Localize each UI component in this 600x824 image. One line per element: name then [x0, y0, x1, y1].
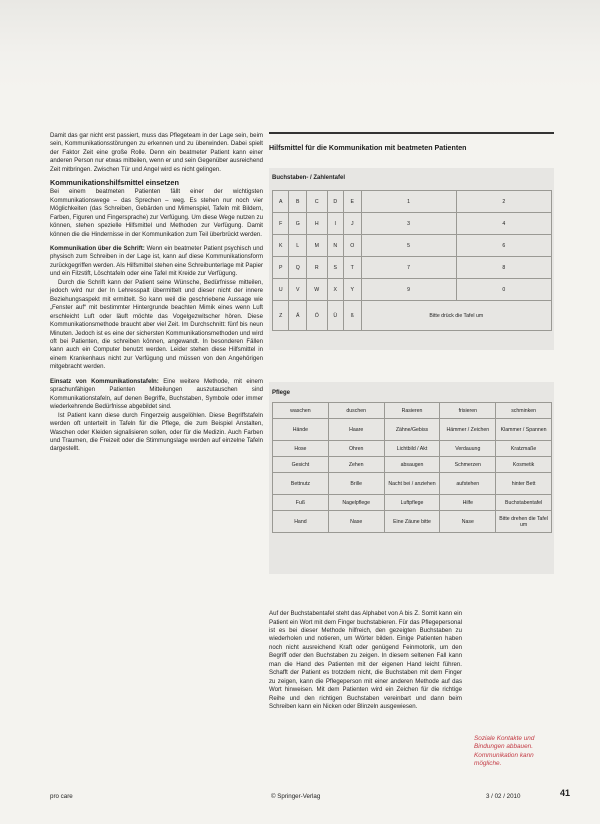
- page-number: 41: [560, 788, 571, 798]
- care-cell: Hämmer / Zeichen: [440, 419, 496, 441]
- body-paragraph: Damit das gar nicht erst passiert, muss das Pflegeteam in der Lage sein, beim sein, Kommunikationsstörungen zu erkennen und zu überwinden. Dabei spielt der Faktor Zeit eine große Rolle. Denn ein beatmeter Patient kann einer anderen Person nur etwas mitteilen, wenn er und sein Gegenüber ausreichend Zeit mitbringen. Zwischen Tür und Angel wird es nicht gelingen.: [50, 132, 263, 173]
- pull-quote: Soziale Kontakte und Bindungen abbauen. Kommunikation kann mögliche.: [474, 735, 535, 767]
- care-cell: absaugen: [384, 457, 440, 473]
- letter-cell: L: [289, 235, 307, 257]
- care-cell: Eine Zäune bitte: [384, 511, 440, 533]
- care-cell: hinter Bett: [496, 473, 552, 495]
- care-cell: Zehen: [328, 457, 384, 473]
- letter-cell: 3: [361, 213, 456, 235]
- care-cell: Kratzmaße: [496, 441, 552, 457]
- letter-cell: 4: [456, 213, 551, 235]
- care-cell: schminken: [496, 403, 552, 419]
- letter-cell: X: [327, 279, 343, 301]
- care-cell: aufstehen: [440, 473, 496, 495]
- care-cell: Hände: [273, 419, 329, 441]
- letter-cell: D: [327, 191, 343, 213]
- letter-cell: S: [327, 257, 343, 279]
- letter-cell: Bitte drück die Tafel um: [361, 301, 552, 331]
- care-cell: Nagelpflege: [328, 495, 384, 511]
- care-cell: Rasieren: [384, 403, 440, 419]
- care-cell: Nase: [328, 511, 384, 533]
- care-cell: Verdauung: [440, 441, 496, 457]
- body-paragraph: Einsatz von Kommunikationstafeln: Eine weitere Methode, mit einem sprachunfähigen Patienten Mitteilungen auszutauschen sind Kommunikationstafeln, auf denen Begriffe, Buchstaben, Symbole oder immer wiederkehrende Bedürfnisse abgebildet sind.: [50, 377, 263, 411]
- footer-issue: 3 / 02 / 2010: [486, 793, 521, 800]
- care-cell: Ohren: [328, 441, 384, 457]
- letter-cell: 9: [361, 279, 456, 301]
- care-cell: Hose: [273, 441, 329, 457]
- paragraph-lead: Einsatz von Kommunikationstafeln:: [50, 377, 159, 385]
- letter-cell: V: [289, 279, 307, 301]
- letter-cell: R: [307, 257, 328, 279]
- letter-cell: U: [273, 279, 289, 301]
- letter-cell: Ü: [327, 301, 343, 331]
- care-cell: Hilfe: [440, 495, 496, 511]
- body-paragraph: Durch die Schrift kann der Patient seine Wünsche, Bedürfnisse mitteilen, jedoch wird nur der In Lehresspalt übermittelt und dieser nicht der innere Beziehungsaspekt mit ermittelt. So kann weil die geschriebene Aussage wie „Fenster auf“ mit bestimmter Hintergrunde beachten Mimik eines wenn Luft erschleicht Luft oder läuft möchte das Vogelgezwitscher hören. Diese Kommunikationsmethode braucht aber viel Zeit. Im Durchschnitt: fünf bis neun Minuten. Jedoch ist es eine der sichersten Kommunikationsmethoden und wird oft bei Patienten, die schreiben können, angewandt. In besonderen Fällen kann auch ein Computer benutzt werden. Leider stehen diese Hilfsmittel in einem Krankenhaus nicht zur Verfügung und müssen von den Angehörigen mitgebracht werden.: [50, 278, 263, 371]
- letter-cell: J: [343, 213, 361, 235]
- letter-cell: W: [307, 279, 328, 301]
- right-column: [269, 604, 462, 718]
- body-paragraph: Kommunikation über die Schrift: Wenn ein beatmeter Patient psychisch und physisch zum Schreiben in der Lage ist, kann auf diese Kommunikationsform zurückgegriffen werden. Als Hilfsmittel stehen eine Schreibunterlage mit Papier und ein Filzstift, Löschtafeln oder eine Tafel mit Kreide zur Verfügung.: [50, 244, 263, 278]
- letter-cell: A: [273, 191, 289, 213]
- letter-cell: E: [343, 191, 361, 213]
- body-paragraph: Ist Patient kann diese durch Fingerzeig ausgelöhlen. Diese Begriffstafeln werden oft unterteilt in Tafeln für die Pflege, die zum Beispiel Anstalten, Waschen oder Kleiden signalisieren sollen, oder für die Medizin. Auch Farben und Traumen, die Freizeit oder die Stimmungslage werden auf einzelne Tafeln dargestellt.: [50, 411, 263, 453]
- care-cell: Gesicht: [273, 457, 329, 473]
- care-cell: Luftpflege: [384, 495, 440, 511]
- letter-cell: H: [307, 213, 328, 235]
- letter-cell: Ö: [307, 301, 328, 331]
- letter-cell: K: [273, 235, 289, 257]
- letter-cell: Z: [273, 301, 289, 331]
- letter-cell: 6: [456, 235, 551, 257]
- letter-cell: 5: [361, 235, 456, 257]
- care-cell: Haare: [328, 419, 384, 441]
- care-cell: Buchstabentafel: [496, 495, 552, 511]
- letter-cell: M: [307, 235, 328, 257]
- letter-cell: C: [307, 191, 328, 213]
- letter-cell: G: [289, 213, 307, 235]
- letter-cell: 2: [456, 191, 551, 213]
- care-cell: Nacht bei / anziehen: [384, 473, 440, 495]
- care-cell: Zähne/Gebiss: [384, 419, 440, 441]
- care-cell: Hand: [273, 511, 329, 533]
- care-cell: duschen: [328, 403, 384, 419]
- paragraph-lead: Kommunikation über die Schrift:: [50, 244, 145, 252]
- care-cell: Bettnutz: [273, 473, 329, 495]
- letter-cell: B: [289, 191, 307, 213]
- letter-cell: ß: [343, 301, 361, 331]
- care-cell: waschen: [273, 403, 329, 419]
- letter-cell: Q: [289, 257, 307, 279]
- letter-cell: 7: [361, 257, 456, 279]
- body-paragraph: Bei einem beatmeten Patienten fällt einer der wichtigsten Kommunikationswege – das Sprechen – weg. Es stehen nur noch vier Möglichkeiten (das Schreiben, Gebärden und Mimenspiel, Tafeln mit Bildern, Farben, Figuren und Fingersprache) zur Verfügung. Um diese Wege nutzen zu können, stehen spezielle Hilfsmittel und Methoden zur Verfügung. Damit können die die Hindernisse in der Kommunikation zum Teil überbrückt werden.: [50, 188, 263, 238]
- care-cell: Schmerzen: [440, 457, 496, 473]
- body-paragraph: Auf der Buchstabentafel steht das Alphabet von A bis Z. Somit kann ein Patient ein Wort mit dem Finger buchstabieren. Für das Pflegepersonal ist es bei dieser Methode hilfreich, den gezeigten Buchstaben zu wiederholen und notieren, um Wörter bilden. Einige Patienten haben noch nicht ausreichend Kraft oder genügend Feinmotorik, um den Begriff oder den Buchstaben zu zeigen. In diesem seltenen Fall kann man die Hand des Patienten mit der eigenen Hand leicht führen. Schafft der Patient es trotzdem nicht, die Buchstaben mit dem Finger zu zeigen, kann die Pflegeperson mit einer anderen Methode auf das Wort hinweisen. Mit dem Patienten wird ein Zeichen für die richtige Reihe und den richtigen Buchstaben vereinbart und dann beim Schreiben kann ein Nicken oder Blinzeln ausgewiesen.: [269, 610, 462, 711]
- letter-cell: 8: [456, 257, 551, 279]
- footer-publisher: © Springer-Verlag: [271, 793, 321, 800]
- care-cell: Brille: [328, 473, 384, 495]
- letter-cell: Ä: [289, 301, 307, 331]
- care-cell: Kosmetik: [496, 457, 552, 473]
- letter-board-label: Buchstaben- / Zahlentafel: [272, 175, 346, 181]
- left-column: [50, 132, 263, 454]
- letter-cell: 0: [456, 279, 551, 301]
- care-cell: Klammer / Spannen: [496, 419, 552, 441]
- care-cell: Bitte drehen die Tafel um: [496, 511, 552, 533]
- letter-cell: 1: [361, 191, 456, 213]
- letter-board-table: [272, 190, 552, 331]
- care-cell: Nase: [440, 511, 496, 533]
- care-cell: frisieren: [440, 403, 496, 419]
- care-cell: Lichtbild / Akt: [384, 441, 440, 457]
- care-cell: Fuß: [273, 495, 329, 511]
- page-fold-shadow: [0, 0, 600, 90]
- letter-cell: F: [273, 213, 289, 235]
- letter-cell: P: [273, 257, 289, 279]
- care-board-table: [272, 402, 552, 533]
- letter-cell: Y: [343, 279, 361, 301]
- letter-cell: T: [343, 257, 361, 279]
- letter-cell: N: [327, 235, 343, 257]
- care-board-label: Pflege: [272, 390, 291, 396]
- letter-cell: O: [343, 235, 361, 257]
- footer-journal: pro care: [50, 793, 73, 800]
- box-title: Hilfsmittel für die Kommunikation mit beatmeten Patienten: [269, 132, 554, 152]
- letter-cell: I: [327, 213, 343, 235]
- section-heading: Kommunikationshilfsmittel einsetzen: [50, 178, 179, 188]
